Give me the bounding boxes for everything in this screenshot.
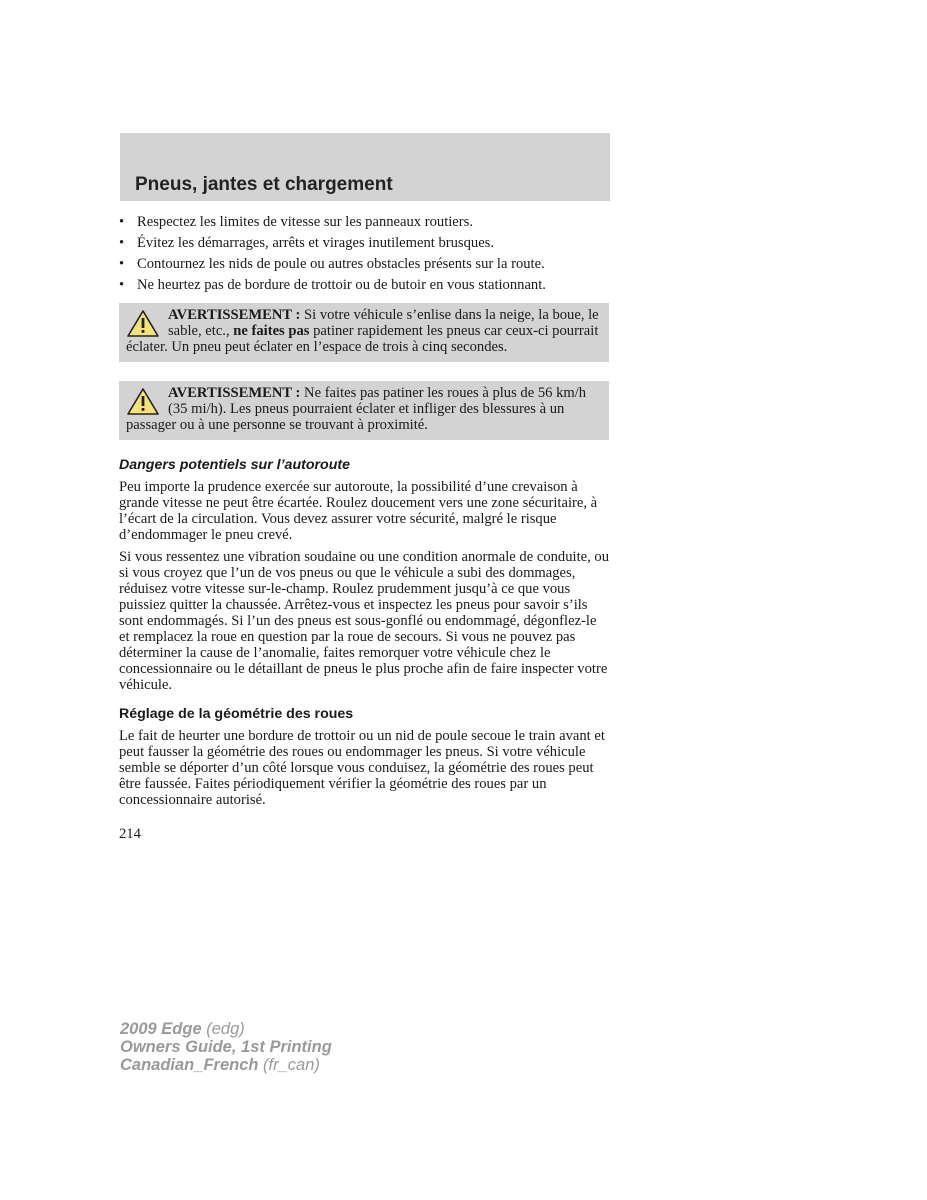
warning-emphasis: ne faites pas	[233, 323, 310, 339]
list-item: • Évitez les démarrages, arrêts et virages inutilement brusques.	[119, 235, 495, 251]
warning-text: Ne faites pas patiner les roues à plus de 56 km/h (35 mi/h). Les pneus pourraient éclater et infliger des blessures à un passager ou à une personne se trouvant à proximité.	[126, 385, 587, 433]
list-item: • Ne heurtez pas de bordure de trottoir ou de butoir en vous stationnant.	[119, 277, 546, 293]
warning-label: AVERTISSEMENT :	[168, 385, 301, 401]
page-title: Pneus, jantes et chargement	[135, 174, 393, 195]
paragraph: Le fait de heurter une bordure de trottoir ou un nid de poule secoue le train avant et peut fausser la géométrie des roues ou endommager les pneus. Si votre véhicule semble se déporter d’un côté lorsque vous conduisez, la géométrie des roues peut être faussée. Faites périodiquement vérifier la géométrie des roues par un concessionnaire autorisé.	[119, 728, 605, 808]
bullet-icon: •	[119, 235, 125, 251]
paragraph: Peu importe la prudence exercée sur autoroute, la possibilité d’une crevaison à grande vitesse ne peut être écartée. Roulez doucement vers une zone sécuritaire, à l’écart de la circulation. Vous devez assurer votre sécurité, malgré le risque d’endommager le pneu crevé.	[119, 479, 598, 543]
page-content	[119, 214, 609, 842]
warning-triangle-icon	[126, 387, 160, 417]
bullet-list	[119, 214, 609, 293]
warning-box	[119, 381, 609, 440]
section-heading: Dangers potentiels sur l’autoroute	[119, 457, 350, 473]
footer	[120, 1020, 332, 1074]
bullet-icon: •	[119, 256, 125, 272]
footer-line: Canadian_French (fr_can)	[120, 1056, 320, 1074]
section-heading: Réglage de la géométrie des roues	[119, 706, 354, 722]
warning-label: AVERTISSEMENT :	[168, 307, 301, 323]
warning-box	[119, 303, 609, 362]
warning-text: Si votre véhicule s’enlise dans la neige, la boue, le sable, etc.,	[168, 307, 599, 339]
footer-line: Owners Guide, 1st Printing	[120, 1038, 332, 1056]
bullet-icon: •	[119, 214, 125, 230]
list-item: • Contournez les nids de poule ou autres obstacles présents sur la route.	[119, 256, 545, 272]
paragraph: Si vous ressentez une vibration soudaine ou une condition anormale de conduite, ou si vous croyez que l’un de vos pneus ou que le véhicule a subi des dommages, réduisez votre vitesse sur-le-champ. Roulez prudemment jusqu’à ce que vous puissiez quitter la chaussée. Arrêtez-vous et inspectez les pneus pour savoir s’ils sont endommagés. Si l’un des pneus est sous-gonflé ou endommagé, dégonflez-le et remplacez la roue en question par la roue de secours. Si vous ne pouvez pas déterminer la cause de l’anomalie, faites remorquer votre véhicule chez le concessionnaire ou le détaillant de pneus le plus proche afin de faire inspecter votre véhicule.	[119, 549, 609, 693]
page-number: 214	[119, 826, 141, 842]
list-item: • Respectez les limites de vitesse sur les panneaux routiers.	[119, 214, 473, 230]
footer-line: 2009 Edge (edg)	[120, 1020, 245, 1038]
bullet-icon: •	[119, 277, 125, 293]
warning-triangle-icon	[126, 309, 160, 339]
warning-text: patiner rapidement les pneus car ceux-ci pourrait éclater. Un pneu peut éclater en l’espace de trois à cinq secondes.	[126, 323, 599, 355]
